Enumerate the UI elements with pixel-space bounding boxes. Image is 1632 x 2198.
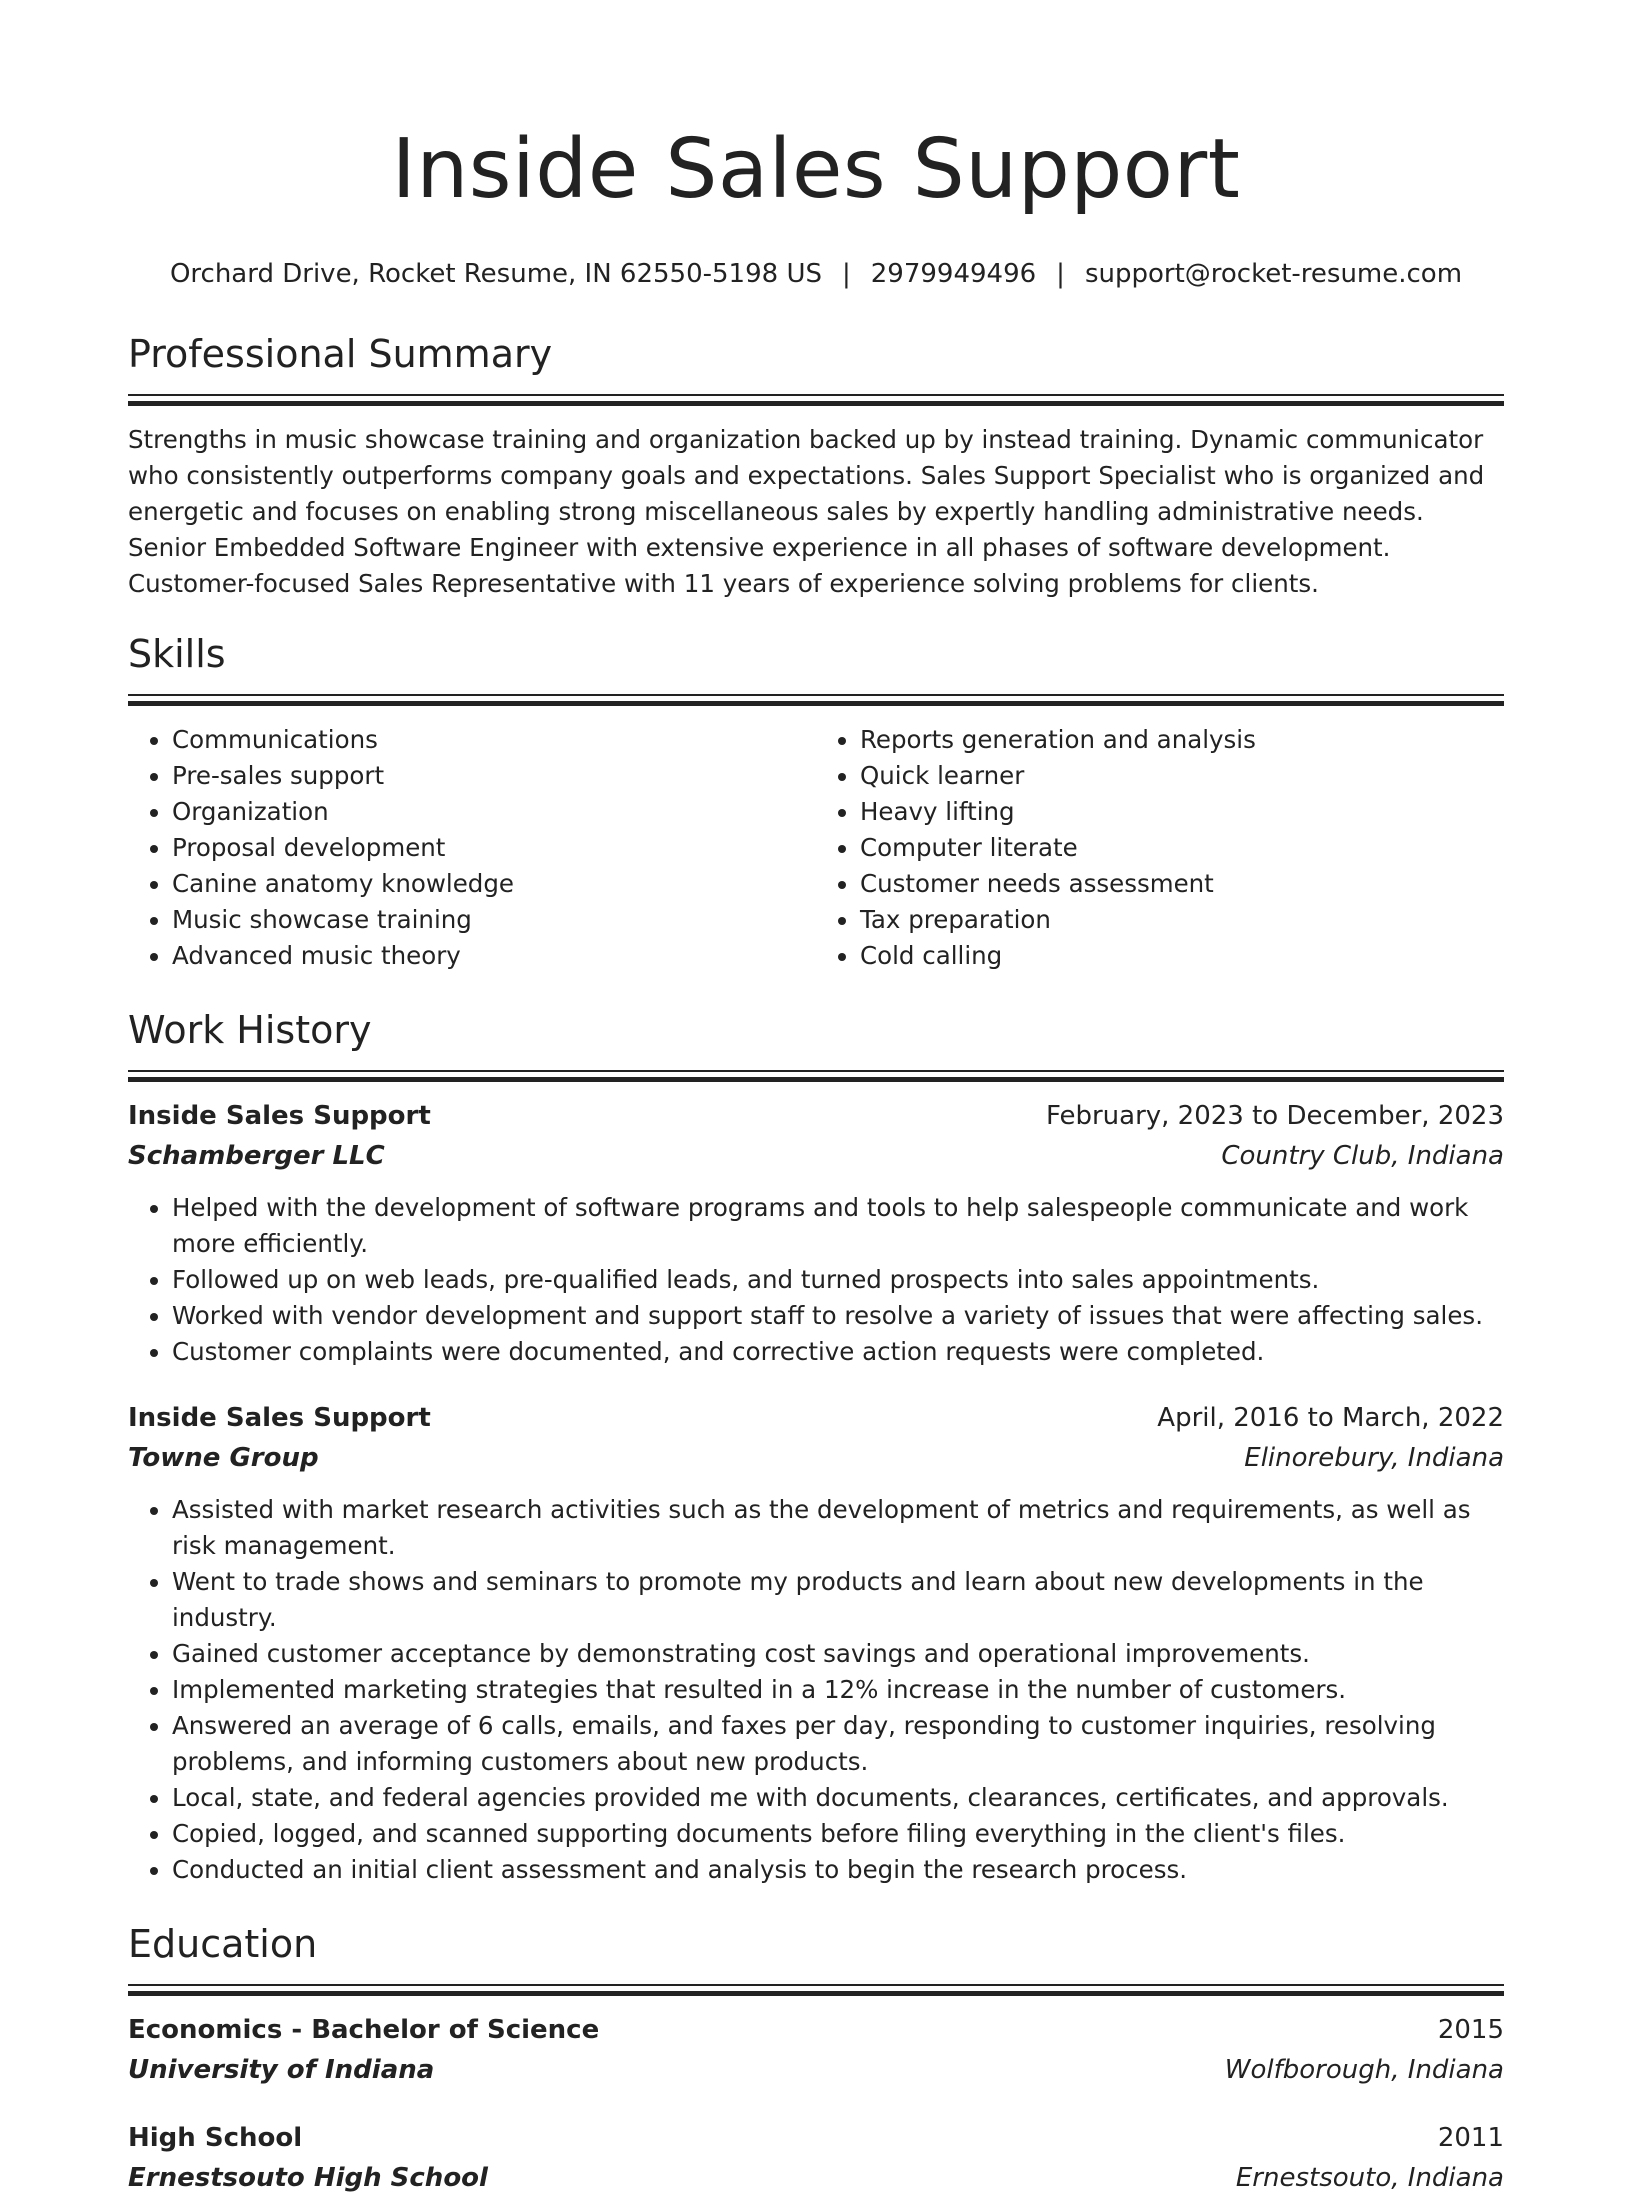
job-entry bbox=[128, 1096, 1504, 1370]
skill-item: • Customer needs assessment bbox=[860, 866, 1504, 902]
job-bullet: • Assisted with market research activities such as the development of metrics and requirements, as well as risk management. bbox=[172, 1492, 1504, 1564]
skill-item: • Reports generation and analysis bbox=[860, 722, 1504, 758]
job-title: Inside Sales Support bbox=[128, 1403, 431, 1433]
job-company: Towne Group bbox=[128, 1443, 319, 1473]
skill-item: • Advanced music theory bbox=[172, 938, 816, 974]
summary-section bbox=[128, 328, 1504, 602]
section-divider bbox=[128, 1070, 1504, 1082]
education-entry bbox=[128, 2118, 1504, 2198]
job-bullet: • Answered an average of 6 calls, emails, and faxes per day, responding to customer inquiries, resolving problems, and informing customers about new products. bbox=[172, 1708, 1504, 1780]
skills-list-right bbox=[816, 722, 1504, 974]
education-subheader bbox=[128, 2158, 1504, 2198]
job-bullet: • Followed up on web leads, pre-qualified leads, and turned prospects into sales appointments. bbox=[172, 1262, 1504, 1298]
contact-line bbox=[128, 254, 1504, 294]
education-entry bbox=[128, 2010, 1504, 2090]
job-bullet: • Implemented marketing strategies that resulted in a 12% increase in the number of customers. bbox=[172, 1672, 1504, 1708]
skills-columns bbox=[128, 722, 1504, 974]
education-header bbox=[128, 2010, 1504, 2050]
education-degree: High School bbox=[128, 2123, 303, 2153]
job-bullet: • Helped with the development of software programs and tools to help salespeople communicate and work more efficiently. bbox=[172, 1190, 1504, 1262]
job-header bbox=[128, 1398, 1504, 1438]
education-year: 2015 bbox=[1437, 2015, 1504, 2045]
job-bullet: • Went to trade shows and seminars to promote my products and learn about new developments in the industry. bbox=[172, 1564, 1504, 1636]
section-title-education: Education bbox=[128, 1922, 318, 1966]
job-title: Inside Sales Support bbox=[128, 1101, 431, 1131]
education-year: 2011 bbox=[1437, 2123, 1504, 2153]
skill-item: • Cold calling bbox=[860, 938, 1504, 974]
job-dates: February, 2023 to December, 2023 bbox=[1045, 1101, 1504, 1131]
section-divider bbox=[128, 394, 1504, 406]
contact-separator: | bbox=[841, 259, 851, 289]
job-bullet: • Copied, logged, and scanned supporting documents before filing everything in the client's files. bbox=[172, 1816, 1504, 1852]
job-header bbox=[128, 1096, 1504, 1136]
skill-item: • Quick learner bbox=[860, 758, 1504, 794]
skills-list-left bbox=[128, 722, 816, 974]
education-header bbox=[128, 2118, 1504, 2158]
job-company: Schamberger LLC bbox=[128, 1141, 385, 1171]
job-bullets bbox=[128, 1190, 1504, 1370]
education-degree: Economics - Bachelor of Science bbox=[128, 2015, 600, 2045]
job-location: Country Club, Indiana bbox=[1221, 1141, 1504, 1171]
education-school: Ernestsouto High School bbox=[128, 2163, 488, 2193]
education-school: University of Indiana bbox=[128, 2055, 435, 2085]
job-bullet: • Local, state, and federal agencies provided me with documents, clearances, certificates, and approvals. bbox=[172, 1780, 1504, 1816]
education-location: Ernestsouto, Indiana bbox=[1235, 2163, 1504, 2193]
contact-address: Orchard Drive, Rocket Resume, IN 62550-5198 US bbox=[169, 259, 822, 289]
education-subheader bbox=[128, 2050, 1504, 2090]
job-location: Elinorebury, Indiana bbox=[1244, 1443, 1504, 1473]
section-title-summary: Professional Summary bbox=[128, 332, 553, 376]
skill-item: • Organization bbox=[172, 794, 816, 830]
skill-item: • Music showcase training bbox=[172, 902, 816, 938]
summary-text: Strengths in music showcase training and organization backed up by instead training. Dynamic communicator who consistently outperforms company goals and expectations. Sales Support Specialist who is organized and energetic and focuses on enabling strong miscellaneous sales by expertly handling administrative needs. Senior Embedded Software Engineer with extensive experience in all phases of software development. Customer-focused Sales Representative with 11 years of experience solving problems for clients. bbox=[128, 425, 1485, 598]
job-entry bbox=[128, 1398, 1504, 1888]
resume-page bbox=[128, 0, 1504, 2198]
job-bullet: • Gained customer acceptance by demonstrating cost savings and operational improvements. bbox=[172, 1636, 1504, 1672]
section-title-work: Work History bbox=[128, 1008, 372, 1052]
contact-separator: | bbox=[1056, 259, 1065, 289]
resume-name: Inside Sales Support bbox=[391, 122, 1241, 217]
job-bullet: • Customer complaints were documented, and corrective action requests were completed. bbox=[172, 1334, 1504, 1370]
skill-item: • Computer literate bbox=[860, 830, 1504, 866]
job-bullet: • Conducted an initial client assessment and analysis to begin the research process. bbox=[172, 1852, 1504, 1888]
skill-item: • Heavy lifting bbox=[860, 794, 1504, 830]
contact-email: support@rocket-resume.com bbox=[1084, 259, 1463, 289]
education-location: Wolfborough, Indiana bbox=[1224, 2055, 1504, 2085]
skill-item: • Tax preparation bbox=[860, 902, 1504, 938]
skills-section bbox=[128, 628, 1504, 974]
section-divider bbox=[128, 1984, 1504, 1996]
skill-item: • Pre-sales support bbox=[172, 758, 816, 794]
skill-item: • Canine anatomy knowledge bbox=[172, 866, 816, 902]
skill-item: • Proposal development bbox=[172, 830, 816, 866]
job-bullets bbox=[128, 1492, 1504, 1888]
job-bullet: • Worked with vendor development and support staff to resolve a variety of issues that were affecting sales. bbox=[172, 1298, 1504, 1334]
job-dates: April, 2016 to March, 2022 bbox=[1157, 1403, 1504, 1433]
job-subheader bbox=[128, 1136, 1504, 1176]
education-section bbox=[128, 1918, 1504, 2198]
section-divider bbox=[128, 694, 1504, 706]
contact-phone: 2979949496 bbox=[870, 259, 1037, 289]
section-title-skills: Skills bbox=[128, 632, 226, 676]
skill-item: • Communications bbox=[172, 722, 816, 758]
job-subheader bbox=[128, 1438, 1504, 1478]
work-section bbox=[128, 1004, 1504, 1888]
